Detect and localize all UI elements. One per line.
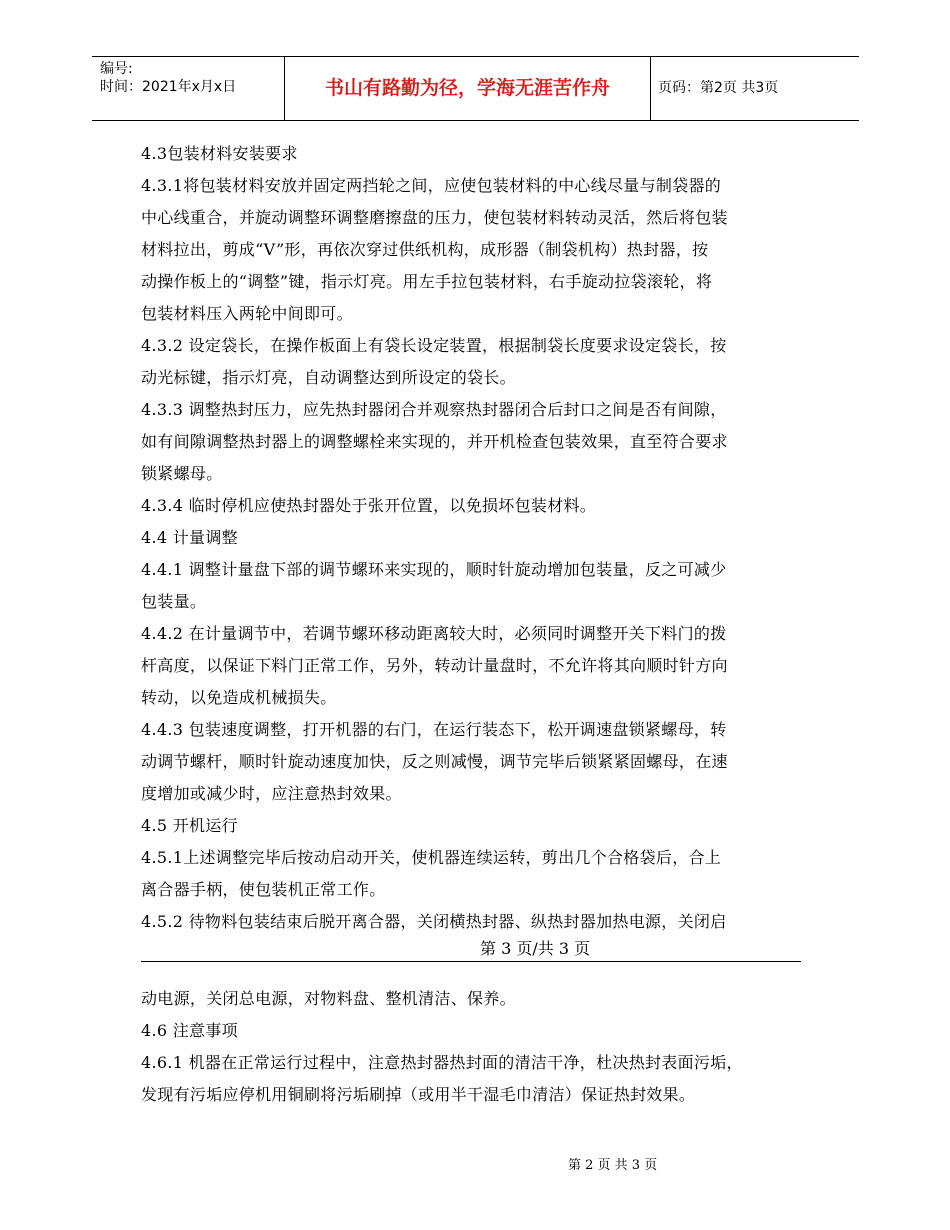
text-line: 杆高度，以保证下料门正常工作，另外，转动计量盘时，不允许将其向顺时针方向 (141, 656, 728, 675)
text-line: 包装材料压入两轮中间即可。 (141, 304, 353, 323)
page-footer: 第 2 页 共 3 页 (568, 1158, 658, 1173)
text-line: 4.4 计量调整 (141, 528, 238, 547)
text-line: 如有间隙调整热封器上的调整螺栓来实现的，并开机检查包装效果，直至符合要求 (141, 432, 728, 451)
text-line: 4.3.3 调整热封压力，应先热封器闭合并观察热封器闭合后封口之间是否有间隙， (141, 400, 727, 419)
text-line: 动光标键，指示灯亮，自动调整达到所设定的袋长。 (141, 368, 516, 387)
text-line: 4.3.1将包装材料安放并固定两挡轮之间，应使包装材料的中心线尽量与制袋器的 (141, 176, 722, 195)
body-text-block-2 (141, 983, 821, 1111)
text-line: 锁紧螺母。 (141, 464, 223, 483)
text-line: 动电源，关闭总电源，对物料盘、整机清洁、保养。 (141, 989, 516, 1008)
inner-page-footer: 第 3 页/共 3 页 (480, 939, 591, 958)
document-number-label: 编号: (100, 61, 133, 77)
text-line: 包装量。 (141, 592, 207, 611)
text-line: 中心线重合，并旋动调整环调整磨擦盘的压力，使包装材料转动灵活，然后将包装 (141, 208, 728, 227)
text-line: 4.5.1上述调整完毕后按动启动开关，使机器连续运转，剪出几个合格袋后，合上 (141, 848, 722, 867)
inner-footer-rule (141, 961, 801, 962)
text-line: 度增加或减少时，应注意热封效果。 (141, 784, 402, 803)
text-line: 4.4.1 调整计量盘下部的调节螺环来实现的，顺时针旋动增加包装量，反之可减少 (141, 560, 727, 579)
text-line: 4.5 开机运行 (141, 816, 238, 835)
header-motto: 书山有路勤为径，学海无涯苦作舟 (324, 77, 610, 99)
header-divider-right (650, 56, 651, 121)
header-page-number: 页码：第2页 共3页 (658, 80, 779, 96)
text-line: 材料拉出，剪成“V”形，再依次穿过供纸机构，成形器（制袋机构）热封器，按 (141, 240, 709, 259)
text-line: 4.4.3 包装速度调整，打开机器的右门，在运行装态下，松开调速盘锁紧螺母，转 (141, 720, 727, 739)
header-top-rule (92, 56, 859, 57)
document-time: 时间：2021年x月x日 (100, 79, 237, 95)
text-line: 转动，以免造成机械损失。 (141, 688, 337, 707)
header-bottom-rule (92, 120, 859, 121)
text-line: 动操作板上的“调整”键，指示灯亮。用左手拉包装材料，右手旋动拉袋滚轮，将 (141, 272, 713, 291)
text-line: 4.3.4 临时停机应使热封器处于张开位置，以免损坏包装材料。 (141, 496, 597, 515)
text-line: 4.4.2 在计量调节中，若调节螺环移动距离较大时，必须同时调整开关下料门的拨 (141, 624, 727, 643)
body-text-block-1 (141, 138, 821, 938)
text-line: 4.3.2 设定袋长，在操作板面上有袋长设定装置，根据制袋长度要求设定袋长，按 (141, 336, 727, 355)
text-line: 4.6 注意事项 (141, 1021, 238, 1040)
header-info (100, 60, 236, 96)
text-line: 动调节螺杆，顺时针旋动速度加快，反之则减慢，调节完毕后锁紧紧固螺母，在速 (141, 752, 728, 771)
text-line: 离合器手柄，使包装机正常工作。 (141, 880, 386, 899)
text-line: 发现有污垢应停机用铜刷将污垢刷掉（或用半干湿毛巾清洁）保证热封效果。 (141, 1085, 696, 1104)
text-line: 4.5.2 待物料包装结束后脱开离合器，关闭横热封器、纵热封器加热电源，关闭启 (141, 912, 727, 931)
text-line: 4.6.1 机器在正常运行过程中，注意热封器热封面的清洁干净，杜决热封表面污垢， (141, 1053, 743, 1072)
text-line: 4.3包装材料安装要求 (141, 144, 298, 163)
